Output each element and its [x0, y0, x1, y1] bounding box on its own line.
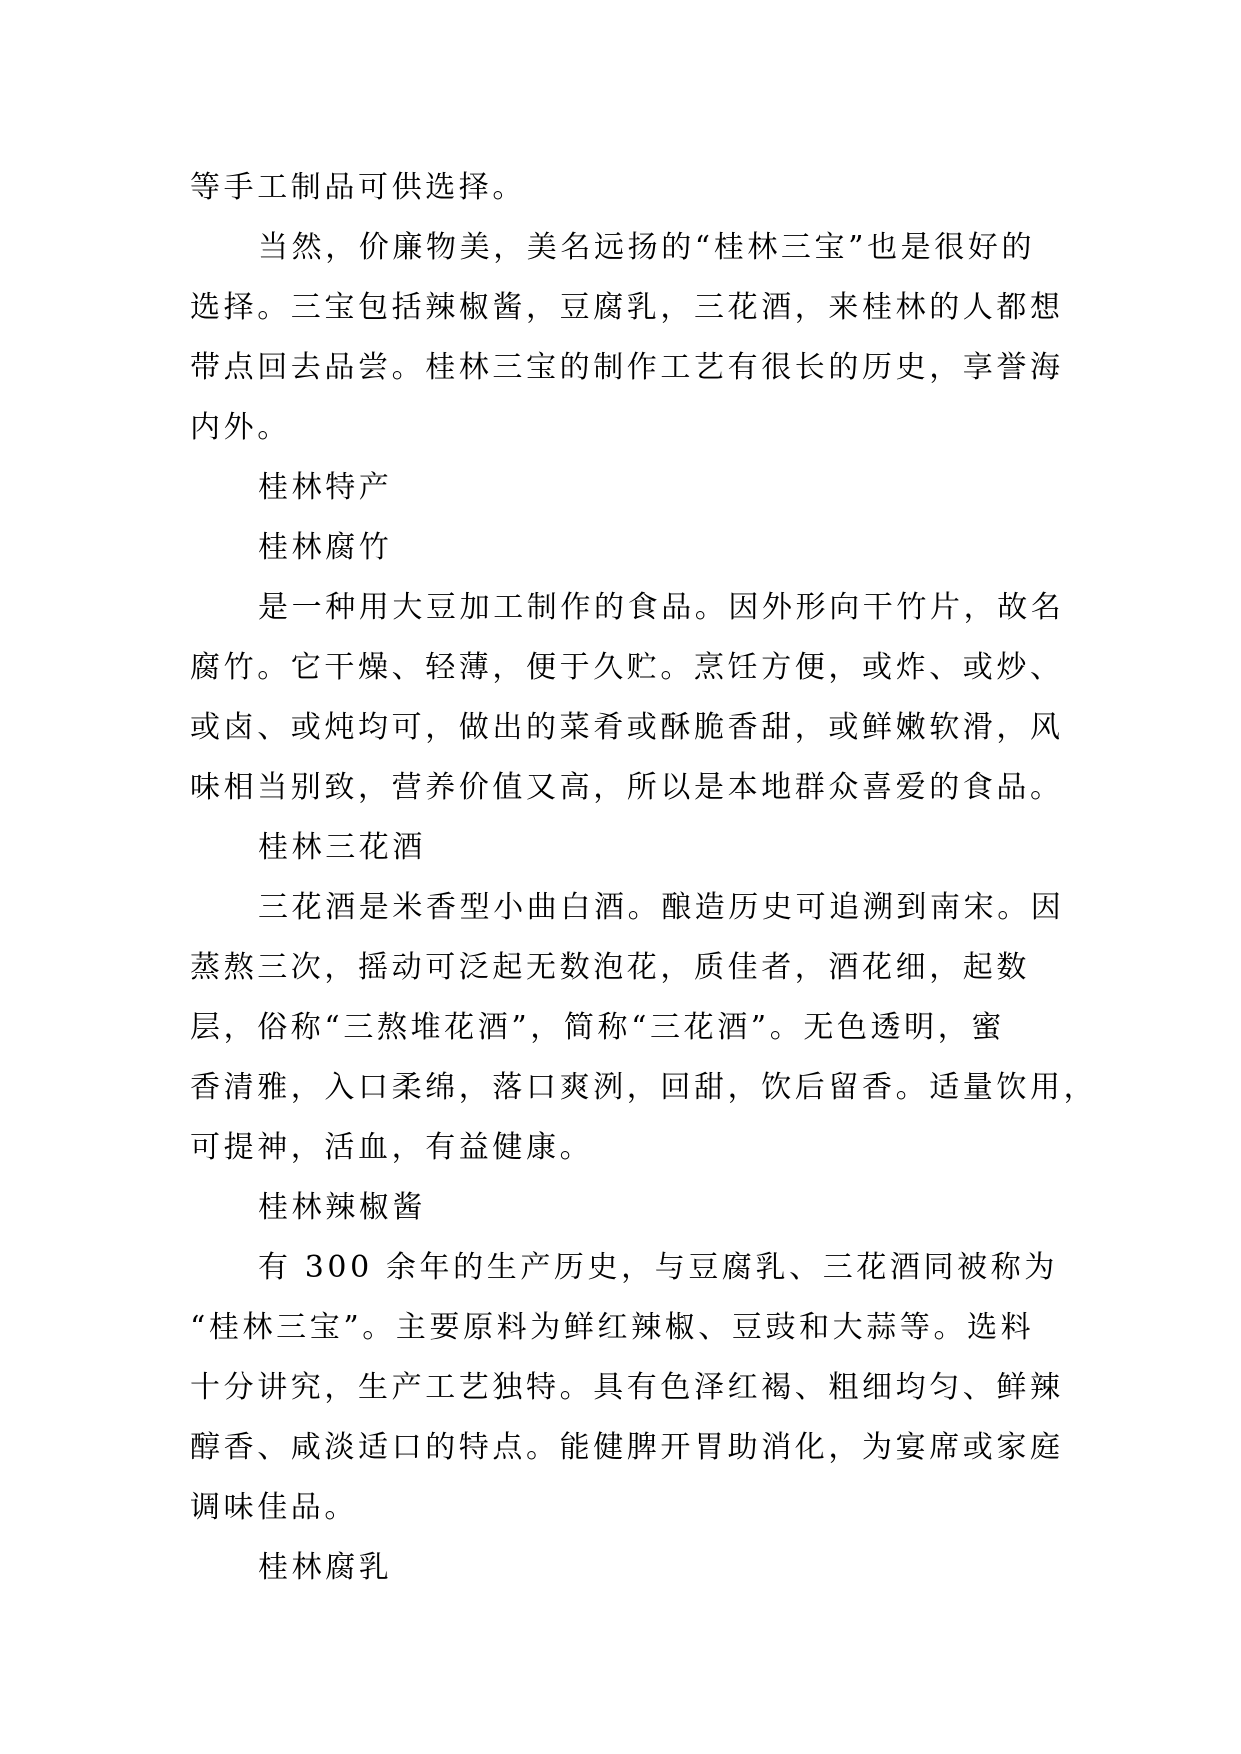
paragraph-first-line: 三花酒是米香型小曲白酒。酿造历史可追溯到南宋。因 [258, 890, 1065, 925]
paragraph-first-line: 是一种用大豆加工制作的食品。因外形向干竹片，故名 [258, 590, 1065, 625]
text-line: 带点回去品尝。桂林三宝的制作工艺有很长的历史，享誉海 [190, 350, 1064, 385]
text-line: 选择。三宝包括辣椒酱，豆腐乳，三花酒，来桂林的人都想 [190, 290, 1064, 325]
text-line: “桂林三宝”。主要原料为鲜红辣椒、豆豉和大蒜等。选料 [190, 1310, 1035, 1345]
subsection-heading: 桂林三花酒 [258, 830, 426, 865]
text-line: 内外。 [190, 410, 291, 445]
subsection-heading: 桂林辣椒酱 [258, 1190, 426, 1225]
text-line: 醇香、咸淡适口的特点。能健脾开胃助消化，为宴席或家庭 [190, 1430, 1064, 1465]
text-line: 香清雅，入口柔绵，落口爽洌，回甜，饮后留香。适量饮用， [190, 1070, 1098, 1105]
paragraph-first-line: 有 300 余年的生产历史，与豆腐乳、三花酒同被称为 [258, 1250, 1058, 1285]
paragraph-first-line: 当然，价廉物美，美名远扬的“桂林三宝”也是很好的 [258, 230, 1036, 265]
text-line: 调味佳品。 [190, 1490, 358, 1525]
text-line: 层，俗称“三熬堆花酒”，简称“三花酒”。无色透明，蜜 [190, 1010, 1005, 1045]
subsection-heading: 桂林腐乳 [258, 1550, 393, 1585]
document-page [190, 158, 1098, 1598]
text-line: 十分讲究，生产工艺独特。具有色泽红褐、粗细均匀、鲜辣 [190, 1370, 1064, 1405]
text-line: 等手工制品可供选择。 [190, 170, 526, 205]
section-heading: 桂林特产 [258, 470, 393, 505]
subsection-heading: 桂林腐竹 [258, 530, 393, 565]
text-line: 或卤、或炖均可，做出的菜肴或酥脆香甜，或鲜嫩软滑，风 [190, 710, 1064, 745]
text-line: 可提神，活血，有益健康。 [190, 1130, 594, 1165]
text-line: 味相当别致，营养价值又高，所以是本地群众喜爱的食品。 [190, 770, 1064, 805]
text-line: 蒸熬三次，摇动可泛起无数泡花，质佳者，酒花细，起数 [190, 950, 1030, 985]
text-line: 腐竹。它干燥、轻薄，便于久贮。烹饪方便，或炸、或炒、 [190, 650, 1064, 685]
